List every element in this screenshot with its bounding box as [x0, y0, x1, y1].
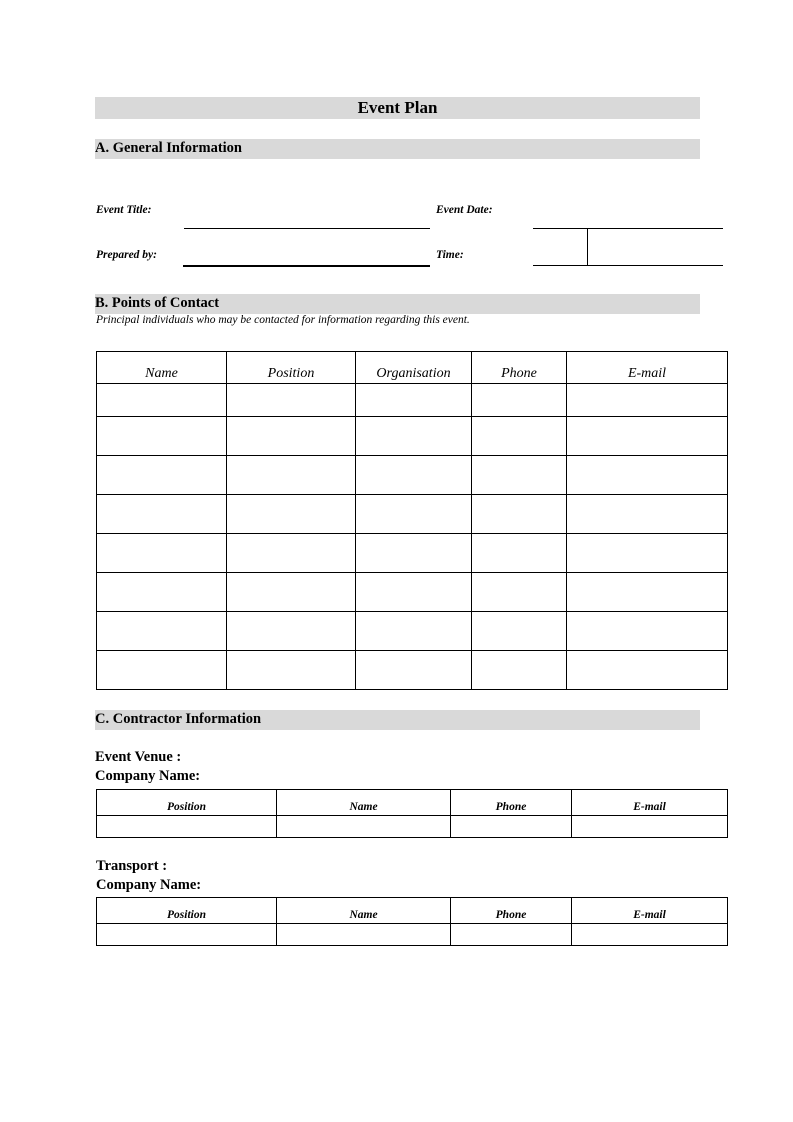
contacts-table [96, 351, 728, 690]
col-name-header: Name [97, 352, 227, 384]
transport-col-phone-header: Phone [451, 898, 572, 924]
time-field[interactable] [533, 265, 723, 266]
venue-col-phone-header: Phone [451, 790, 572, 816]
table-cell[interactable] [227, 612, 356, 651]
table-cell[interactable] [567, 417, 728, 456]
transport-header-row [97, 898, 728, 924]
table-row [97, 384, 728, 417]
table-cell[interactable] [227, 495, 356, 534]
section-c-heading: C. Contractor Information [95, 711, 262, 727]
table-cell[interactable] [97, 651, 227, 690]
transport-col-email-header: E-mail [572, 898, 728, 924]
section-b-heading: B. Points of Contact [95, 295, 220, 311]
table-cell[interactable] [567, 384, 728, 417]
table-cell[interactable] [356, 417, 472, 456]
table-cell[interactable] [472, 534, 567, 573]
table-cell[interactable] [97, 573, 227, 612]
venue-col-name-header: Name [277, 790, 451, 816]
table-cell[interactable] [97, 384, 227, 417]
transport-label: Transport : [96, 858, 168, 874]
time-label: Time: [436, 249, 464, 261]
table-cell[interactable] [567, 612, 728, 651]
table-row [97, 456, 728, 495]
table-cell[interactable] [97, 924, 277, 946]
table-cell[interactable] [97, 417, 227, 456]
col-phone-header: Phone [472, 352, 567, 384]
title-band [95, 97, 700, 119]
table-cell[interactable] [472, 384, 567, 417]
table-cell[interactable] [227, 573, 356, 612]
prepared-by-field[interactable] [183, 265, 430, 267]
table-cell[interactable] [572, 816, 728, 838]
table-cell[interactable] [97, 534, 227, 573]
table-cell[interactable] [97, 612, 227, 651]
event-title-field[interactable] [184, 228, 430, 229]
table-cell[interactable] [356, 384, 472, 417]
table-cell[interactable] [472, 417, 567, 456]
venue-col-position-header: Position [97, 790, 277, 816]
section-b-band [95, 294, 700, 314]
table-row [97, 651, 728, 690]
table-cell[interactable] [227, 651, 356, 690]
transport-col-position-header: Position [97, 898, 277, 924]
table-cell[interactable] [356, 534, 472, 573]
table-row [97, 612, 728, 651]
table-row [97, 924, 728, 946]
col-email-header: E-mail [567, 352, 728, 384]
transport-company-name-label: Company Name: [96, 877, 202, 893]
section-a-heading: A. General Information [95, 140, 242, 156]
transport-col-name-header: Name [277, 898, 451, 924]
table-cell[interactable] [472, 573, 567, 612]
table-cell[interactable] [356, 612, 472, 651]
table-row [97, 573, 728, 612]
table-cell[interactable] [472, 495, 567, 534]
page-title: Event Plan [357, 98, 438, 117]
col-position-header: Position [227, 352, 356, 384]
col-organisation-header: Organisation [356, 352, 472, 384]
event-venue-label: Event Venue : [95, 749, 182, 765]
table-cell[interactable] [567, 495, 728, 534]
event-date-label: Event Date: [436, 204, 493, 216]
table-cell[interactable] [277, 924, 451, 946]
venue-col-email-header: E-mail [572, 790, 728, 816]
table-cell[interactable] [472, 612, 567, 651]
event-date-field[interactable] [533, 228, 723, 229]
table-cell[interactable] [356, 573, 472, 612]
table-cell[interactable] [227, 456, 356, 495]
venue-table [96, 789, 728, 838]
contacts-header-row [97, 352, 728, 384]
table-cell[interactable] [356, 495, 472, 534]
event-title-label: Event Title: [96, 204, 152, 216]
table-cell[interactable] [567, 456, 728, 495]
section-b-subtitle: Principal individuals who may be contacted for information regarding this event. [96, 314, 470, 326]
section-c-band [95, 710, 700, 730]
table-cell[interactable] [451, 816, 572, 838]
table-cell[interactable] [277, 816, 451, 838]
time-divider [587, 228, 588, 265]
table-cell[interactable] [572, 924, 728, 946]
table-cell[interactable] [567, 651, 728, 690]
table-cell[interactable] [567, 534, 728, 573]
table-row [97, 417, 728, 456]
section-a-band [95, 139, 700, 159]
table-cell[interactable] [227, 534, 356, 573]
table-cell[interactable] [567, 573, 728, 612]
table-cell[interactable] [227, 384, 356, 417]
prepared-by-label: Prepared by: [96, 249, 157, 261]
table-cell[interactable] [472, 456, 567, 495]
table-cell[interactable] [472, 651, 567, 690]
table-cell[interactable] [97, 495, 227, 534]
table-cell[interactable] [227, 417, 356, 456]
table-cell[interactable] [97, 456, 227, 495]
table-cell[interactable] [451, 924, 572, 946]
transport-table [96, 897, 728, 946]
table-cell[interactable] [356, 456, 472, 495]
table-cell[interactable] [97, 816, 277, 838]
table-row [97, 534, 728, 573]
venue-header-row [97, 790, 728, 816]
table-row [97, 495, 728, 534]
venue-company-name-label: Company Name: [95, 768, 201, 784]
table-cell[interactable] [356, 651, 472, 690]
table-row [97, 816, 728, 838]
